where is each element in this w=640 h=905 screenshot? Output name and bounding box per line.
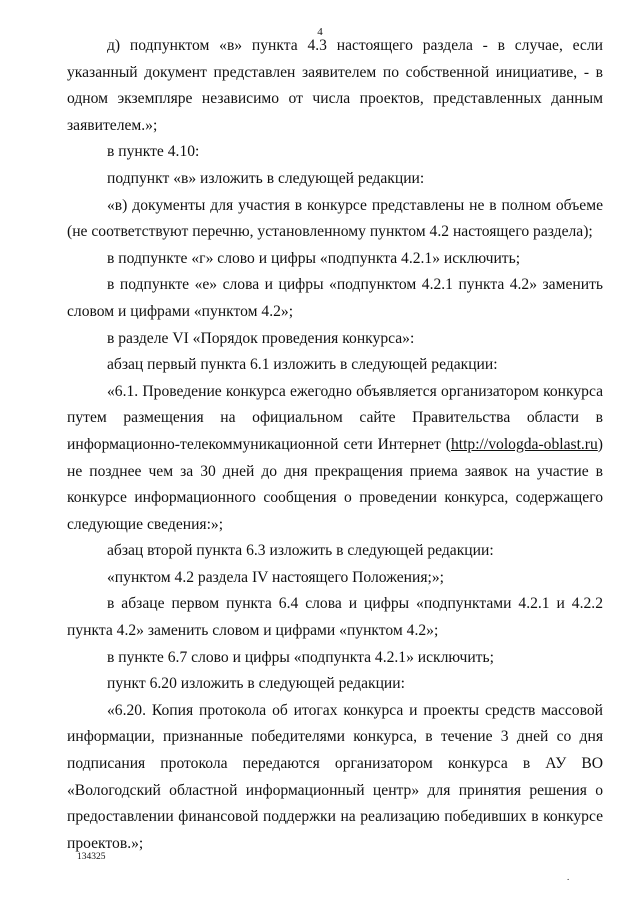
official-site-link[interactable]: http://vologda-oblast.ru [450, 435, 598, 453]
document-body [67, 33, 603, 857]
paragraph-6-1-text [67, 379, 603, 539]
paragraph-6-20-intro: пункт 6.20 изложить в следующей редакции: [107, 675, 405, 693]
paragraph-6-3-intro: абзац второй пункта 6.3 изложить в следующей редакции: [107, 542, 494, 560]
paragraph-6-20-text: «6.20. Копия протокола об итогах конкурса и проекты средств массовой информации, признанные победителями конкурса, в течение 3 дней со дня подписания протокола передаются организатором конкурса в АУ ВО «Вологодский областной информационный центр» для принятия решения о предоставлении финансовой поддержки на реализацию победивших в конкурсе проектов.»; [67, 701, 603, 852]
paragraph-6-4: в абзаце первом пункта 6.4 слова и цифры «подпунктами 4.2.1 и 4.2.2 пункта 4.2» заменить словом и цифрами «пунктом 4.2»; [67, 595, 603, 640]
paragraph-subpoint-d: д) подпунктом «в» пункта 4.3 настоящего раздела - в случае, если указанный документ представлен заявителем по собственной инициативе, - в одном экземпляре независимо от числа проектов, представленных данным заявителем.»; [67, 37, 603, 134]
paragraph-6-3-text: «пунктом 4.2 раздела IV настоящего Положения;»; [107, 568, 445, 586]
paragraph-section-vi: в разделе VI «Порядок проведения конкурса»: [107, 329, 415, 347]
paragraph-subpoint-v-intro: подпункт «в» изложить в следующей редакции: [107, 169, 425, 187]
paragraph-6-1-intro: абзац первый пункта 6.1 изложить в следующей редакции: [107, 356, 498, 374]
document-code: 134325 [77, 852, 106, 862]
paragraph-subpoint-v-text: «в) документы для участия в конкурсе представлены не в полном объеме (не соответствуют перечню, установленному пунктом 4.2 настоящего раздела); [67, 196, 603, 241]
paragraph-point-4-10: в пункте 4.10: [107, 143, 200, 161]
page-number: 4 [317, 26, 323, 38]
corner-mark: . [567, 872, 570, 882]
paragraph-subpoint-g: в подпункте «г» слово и цифры «подпункта 4.2.1» исключить; [107, 249, 521, 267]
paragraph-6-1-before: «6.1. Проведение конкурса ежегодно объявляется организатором конкурса путем размещения на официальном сайте Правительства области в информационно-телекоммуникационной сети Интернет ( [67, 382, 603, 453]
paragraph-subpoint-e: в подпункте «е» слова и цифры «подпунктом 4.2.1 пункта 4.2» заменить словом и цифрами «пунктом 4.2»; [67, 276, 603, 320]
paragraph-6-7: в пункте 6.7 слово и цифры «подпункта 4.2.1» исключить; [107, 648, 494, 666]
paragraph-6-1-after: ) не позднее чем за 30 дней до дня прекращения приема заявок на участие в конкурсе информационного сообщения о проведении конкурса, содержащего следующие сведения:»; [67, 435, 603, 533]
